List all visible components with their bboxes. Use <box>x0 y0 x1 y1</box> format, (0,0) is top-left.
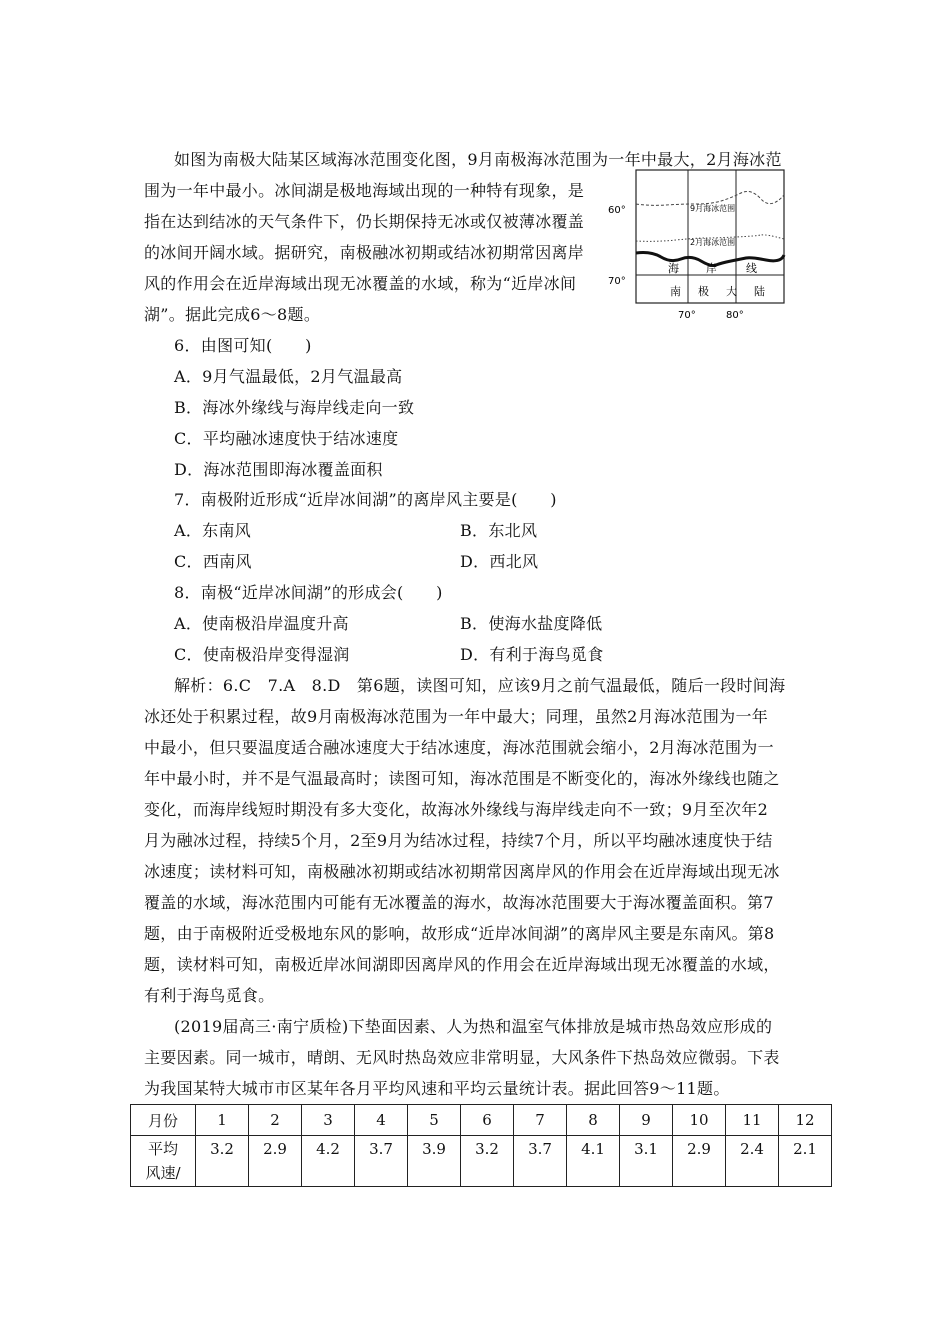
q7-option-d: D．西北风 <box>460 552 539 571</box>
lat-70-label: 70° <box>608 276 626 287</box>
wind-cell: 2.9 <box>249 1136 302 1187</box>
analysis-line-3: 中最小，但只要温度适合融冰速度大于结冰速度，海冰范围就会缩小，2月海冰范围为一 <box>144 738 774 757</box>
analysis-line-8: 覆盖的水域，海冰范围内可能有无冰覆盖的海水，故海冰范围要大于海冰覆盖面积。第7 <box>144 893 774 912</box>
intro-line-6: 湖”。据此完成6～8题。 <box>144 305 321 324</box>
analysis-line-4: 年中最小时，并不是气温最高时；读图可知，海冰范围是不断变化的，海冰外缘线也随之 <box>144 769 780 788</box>
q6-option-c: C．平均融冰速度快于结冰速度 <box>174 429 399 448</box>
lon-80-label: 80° <box>726 310 744 321</box>
wind-header-line-2: 风速/ <box>145 1164 181 1182</box>
q8-option-b: B．使海水盐度降低 <box>460 614 603 633</box>
month-cell: 8 <box>567 1105 620 1136</box>
q7-option-c: C．西南风 <box>174 552 252 571</box>
month-cell: 5 <box>408 1105 461 1136</box>
lon-70-label: 70° <box>678 310 696 321</box>
intro2-line-1: (2019届高三·南宁质检)下垫面因素、人为热和温室气体排放是城市热岛效应形成的 <box>174 1017 773 1036</box>
feb-ice-label: 2月海冰范围 <box>690 238 736 247</box>
month-cell: 6 <box>461 1105 514 1136</box>
month-cell: 2 <box>249 1105 302 1136</box>
intro-line-2: 围为一年中最小。冰间湖是极地海域出现的一种特有现象，是 <box>144 181 585 200</box>
sea-ice-map <box>606 165 796 325</box>
wind-stats-table <box>130 1104 832 1187</box>
wind-cell: 2.1 <box>779 1136 832 1187</box>
analysis-line-9: 题，由于南极附近受极地东风的影响，故形成“近岸冰间湖”的离岸风主要是东南风。第8 <box>144 924 775 943</box>
q8-option-a: A．使南极沿岸温度升高 <box>174 614 349 633</box>
month-header: 月份 <box>131 1105 196 1136</box>
sep-ice-label: 9月海冰范围 <box>690 204 736 213</box>
continent-char-4: 陆 <box>754 285 765 298</box>
wind-cell: 4.1 <box>567 1136 620 1187</box>
month-cell: 10 <box>673 1105 726 1136</box>
coast-char-3: 线 <box>746 262 757 275</box>
wind-cell: 3.7 <box>355 1136 408 1187</box>
analysis-line-1: 解析：6.C 7.A 8.D 第6题，读图可知，应该9月之前气温最低，随后一段时间海 <box>174 676 786 695</box>
analysis-line-6: 月为融冰过程，持续5个月，2至9月为结冰过程，持续7个月，所以平均融冰速度快于结 <box>144 831 773 850</box>
wind-header <box>131 1136 196 1187</box>
month-cell: 1 <box>196 1105 249 1136</box>
map-frame <box>636 170 784 303</box>
q8-option-c: C．使南极沿岸变得湿润 <box>174 645 350 664</box>
month-cell: 9 <box>620 1105 673 1136</box>
continent-char-3: 大 <box>726 285 737 298</box>
month-cell: 7 <box>514 1105 567 1136</box>
intro-line-5: 风的作用会在近岸海域出现无冰覆盖的水域，称为“近岸冰间 <box>144 274 577 293</box>
analysis-line-11: 有利于海鸟觅食。 <box>144 986 275 1005</box>
intro-line-4: 的冰间开阔水域。据研究，南极融冰初期或结冰初期常因离岸 <box>144 243 585 262</box>
wind-cell: 3.2 <box>461 1136 514 1187</box>
q6-option-d: D．海冰范围即海冰覆盖面积 <box>174 460 383 479</box>
intro2-line-2: 主要因素。同一城市，晴朗、无风时热岛效应非常明显，大风条件下热岛效应微弱。下表 <box>144 1048 780 1067</box>
intro-line-3: 指在达到结冰的天气条件下，仍长期保持无冰或仅被薄冰覆盖 <box>144 212 585 231</box>
table-row <box>131 1136 832 1187</box>
wind-cell: 3.9 <box>408 1136 461 1187</box>
analysis-line-10: 题，读材料可知，南极近岸冰间湖即因离岸风的作用会在近岸海域出现无冰覆盖的水域， <box>144 955 780 974</box>
wind-cell: 4.2 <box>302 1136 355 1187</box>
intro-line-1: 如图为南极大陆某区域海冰范围变化图，9月南极海冰范围为一年中最大，2月海冰范 <box>174 150 782 169</box>
wind-cell: 3.7 <box>514 1136 567 1187</box>
analysis-line-7: 冰速度；读材料可知，南极融冰初期或结冰初期常因离岸风的作用会在近岸海域出现无冰 <box>144 862 780 881</box>
q7-stem: 7．南极附近形成“近岸冰间湖”的离岸风主要是( ) <box>174 490 557 509</box>
wind-cell: 2.4 <box>726 1136 779 1187</box>
q6-option-a: A．9月气温最低，2月气温最高 <box>174 367 403 386</box>
analysis-line-5: 变化，而海岸线短时期没有多大变化，故海冰外缘线与海岸线走向不一致；9月至次年2 <box>144 800 769 819</box>
continent-char-2: 极 <box>698 285 709 298</box>
table-row <box>131 1105 832 1136</box>
q8-stem: 8．南极“近岸冰间湖”的形成会( ) <box>174 583 443 602</box>
analysis-line-2: 冰还处于积累过程，故9月南极海冰范围为一年中最大；同理，虽然2月海冰范围为一年 <box>144 707 769 726</box>
continent-char-1: 南 <box>670 285 681 298</box>
sea-ice-map-figure <box>606 165 796 325</box>
month-cell: 11 <box>726 1105 779 1136</box>
month-cell: 12 <box>779 1105 832 1136</box>
wind-header-line-1: 平均 <box>147 1140 178 1158</box>
coast-char-2: 岸 <box>706 262 717 275</box>
wind-cell: 2.9 <box>673 1136 726 1187</box>
coast-char-1: 海 <box>668 262 679 275</box>
intro2-line-3: 为我国某特大城市市区某年各月平均风速和平均云量统计表。据此回答9～11题。 <box>144 1079 730 1098</box>
lat-60-label: 60° <box>608 205 626 216</box>
q7-option-a: A．东南风 <box>174 521 252 540</box>
month-cell: 4 <box>355 1105 408 1136</box>
wind-cell: 3.2 <box>196 1136 249 1187</box>
wind-cell: 3.1 <box>620 1136 673 1187</box>
q6-option-b: B．海冰外缘线与海岸线走向一致 <box>174 398 415 417</box>
month-cell: 3 <box>302 1105 355 1136</box>
q6-stem: 6．由图可知( ) <box>174 336 312 355</box>
q7-option-b: B．东北风 <box>460 521 538 540</box>
q8-option-d: D．有利于海鸟觅食 <box>460 645 604 664</box>
